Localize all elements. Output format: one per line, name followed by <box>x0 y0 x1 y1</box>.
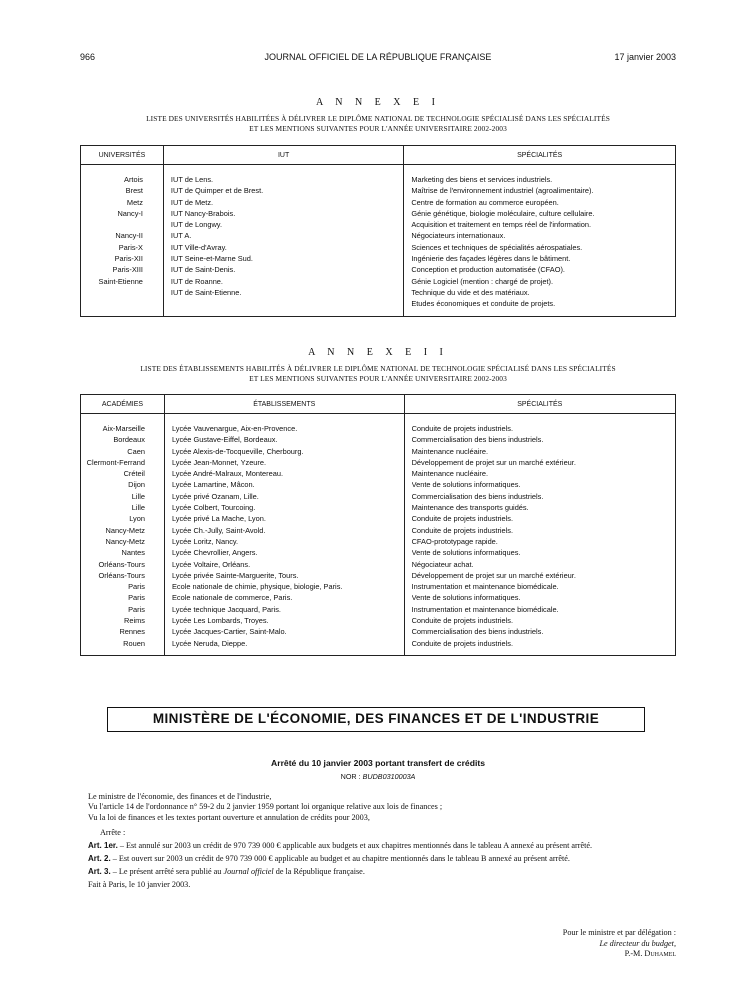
academie-entry: Rennes <box>119 627 145 637</box>
specialite-entry: Conception et production automatisée (CFAO). <box>411 265 565 275</box>
specialite-entry: Sciences et techniques de spécialités aérospatiales. <box>411 242 583 252</box>
nor-label: NOR : <box>340 772 361 781</box>
academie-entry: Paris <box>128 604 145 614</box>
article-2-label: Art. 2. <box>88 854 111 864</box>
intro-minister: Le ministre de l'économie, des finances et de l'industrie, <box>88 792 272 801</box>
page-number: 966 <box>80 52 96 62</box>
etablissement-entry: Lycée Gustave-Eiffel, Bordeaux. <box>171 435 278 445</box>
annex2-subtitle-line1: LISTE DES ÉTABLISSEMENTS HABILITÉS À DÉLIVRER LE DIPLÔME NATIONAL DE TECHNOLOGIE SPÉCIALISÉ DANS LES SPÉCIALITÉS <box>140 364 616 373</box>
signature-line-1: Pour le ministre et par délégation : <box>562 928 676 937</box>
specialite-entry: Instrumentation et maintenance biomédicale. <box>411 582 559 592</box>
annex1-header-iut: IUT <box>163 146 403 165</box>
specialite-entry: Conduite de projets industriels. <box>411 616 514 626</box>
iut-entry: IUT de Longwy. <box>170 220 222 230</box>
specialite-entry: Conduite de projets industriels. <box>411 525 514 535</box>
academie-entry: Rouen <box>123 638 145 648</box>
specialite-entry: Technique du vide et des matériaux. <box>411 287 530 297</box>
nor-code: BUDB0310003A <box>362 772 416 781</box>
iut-entry: IUT de Roanne. <box>170 276 223 286</box>
iut-entry: IUT Ville-d'Avray. <box>170 242 227 252</box>
specialite-entry: Marketing des biens et services industriels. <box>411 175 553 184</box>
annex2-etablissements-cell <box>164 414 404 656</box>
specialite-entry: Commercialisation des biens industriels. <box>411 491 544 501</box>
article-2 <box>80 854 676 864</box>
annex2-subtitle-line2: ET LES MENTIONS SUIVANTES POUR L'ANNÉE UNIVERSITAIRE 2002-2003 <box>249 374 507 383</box>
specialite-entry: Centre de formation au commerce européen. <box>411 197 559 207</box>
academie-entry: Lille <box>131 491 145 501</box>
arrete-title: Arrêté du 10 janvier 2003 portant transfert de crédits <box>271 758 485 768</box>
annex2-specialites-cell <box>404 414 675 656</box>
academie-entry: Créteil <box>123 469 145 479</box>
article-3-text-after: de la République française. <box>273 867 365 877</box>
annex2-academies-cell <box>81 414 165 656</box>
specialite-entry: Maintenance des transports guidés. <box>411 503 529 513</box>
universite-entry: Paris-X <box>118 242 143 252</box>
etablissement-entry: Lycée privée Sainte-Marguerite, Tours. <box>171 570 299 580</box>
annex1-iut-cell <box>163 165 403 317</box>
academie-entry: Paris <box>128 593 145 603</box>
specialite-entry: Maintenance nucléaire. <box>411 469 488 479</box>
annex1-subtitle <box>80 114 676 134</box>
specialite-entry: Ingénierie des façades légères dans le bâtiment. <box>411 254 571 264</box>
annex1-header-universites: UNIVERSITÉS <box>81 146 164 165</box>
annex2-header-row <box>81 395 676 414</box>
academie-entry: Lyon <box>129 514 145 524</box>
etablissement-entry: Lycée Colbert, Tourcoing. <box>171 503 256 513</box>
ministry-banner: MINISTÈRE DE L'ÉCONOMIE, DES FINANCES ET DE L'INDUSTRIE <box>107 707 645 732</box>
etablissement-entry: Lycée Neruda, Dieppe. <box>171 638 248 648</box>
academie-entry: Paris <box>128 582 145 592</box>
arrete-label: Arrête : <box>100 828 126 838</box>
signature-block <box>563 928 676 960</box>
signature-name: P.-M. Duhamel <box>624 949 676 959</box>
universite-entry: Paris-XIII <box>112 265 143 275</box>
annex1-header-specialites: SPÉCIALITÉS <box>404 146 676 165</box>
academie-entry: Lille <box>131 503 145 513</box>
etablissement-entry: Ecole nationale de chimie, physique, biologie, Paris. <box>171 582 343 592</box>
universite-entry: Metz <box>126 197 143 207</box>
article-3-journal: Journal officiel <box>223 867 274 877</box>
article-1-label: Art. 1er. <box>88 840 118 850</box>
annex2-header-academies: ACADÉMIES <box>81 395 165 414</box>
iut-entry <box>171 298 403 309</box>
annex1-subtitle-line2: ET LES MENTIONS SUIVANTES POUR L'ANNÉE UNIVERSITAIRE 2002-2003 <box>249 124 507 133</box>
iut-entry: IUT de Saint-Etienne. <box>170 287 242 297</box>
specialite-entry: Développement de projet sur un marché extérieur. <box>411 457 576 467</box>
iut-entry: IUT Seine-et-Marne Sud. <box>170 254 253 264</box>
specialite-entry: Maîtrise de l'environnement industriel (agroalimentaire). <box>411 186 594 196</box>
issue-date: 17 janvier 2003 <box>614 52 676 62</box>
iut-entry: IUT A. <box>170 231 192 241</box>
annex1-title: A N N E X E I <box>316 97 440 108</box>
universite-entry <box>81 298 143 309</box>
iut-entry: IUT de Quimper et de Brest. <box>170 186 264 196</box>
annex2-table <box>80 394 676 656</box>
etablissement-entry: Ecole nationale de commerce, Paris. <box>171 593 293 603</box>
academie-entry: Aix-Marseille <box>102 424 145 433</box>
academie-entry: Clermont-Ferrand <box>86 457 145 467</box>
specialite-entry: Vente de solutions informatiques. <box>411 548 521 558</box>
iut-entry: IUT de Saint-Denis. <box>170 265 236 275</box>
universite-entry: Saint-Etienne <box>98 276 143 286</box>
etablissement-entry: Lycée Alexis-de-Tocqueville, Cherbourg. <box>171 446 304 456</box>
specialite-entry: Vente de solutions informatiques. <box>411 593 521 603</box>
etablissement-entry: Lycée Ch.-Jully, Saint-Avold. <box>171 525 266 535</box>
academie-entry: Orléans-Tours <box>98 570 145 580</box>
academie-entry: Bordeaux <box>113 435 145 445</box>
etablissement-entry: Lycée Vauvenargue, Aix-en-Provence. <box>171 424 298 433</box>
nor-line <box>80 772 676 781</box>
specialite-entry: Conduite de projets industriels. <box>411 514 514 524</box>
iut-entry: IUT Nancy-Brabois. <box>170 208 236 218</box>
annex1-subtitle-line1: LISTE DES UNIVERSITÉS HABILITÉES À DÉLIVRER LE DIPLÔME NATIONAL DE TECHNOLOGIE SPÉCIALISÉ DANS LES SPÉCIALITÉS <box>146 114 610 123</box>
iut-entry: IUT de Lens. <box>170 175 214 184</box>
etablissement-entry: Lycée Voltaire, Orléans. <box>171 559 251 569</box>
specialite-entry: Maintenance nucléaire. <box>411 446 488 456</box>
specialite-entry: Instrumentation et maintenance biomédicale. <box>411 604 559 614</box>
specialite-entry: Commercialisation des biens industriels. <box>411 627 544 637</box>
arrete-body <box>80 792 676 890</box>
specialite-entry: Commercialisation des biens industriels. <box>411 435 544 445</box>
annex1-header-row <box>81 146 676 165</box>
specialite-entry: Génie génétique, biologie moléculaire, culture cellulaire. <box>411 208 595 218</box>
etablissement-entry: Lycée Lamartine, Mâcon. <box>171 480 255 490</box>
academie-entry: Nancy-Metz <box>105 525 145 535</box>
specialite-entry: Vente de solutions informatiques. <box>411 480 521 490</box>
academie-entry: Caen <box>127 446 145 456</box>
universite-entry <box>81 219 143 230</box>
article-2-text: – Est ouvert sur 2003 un crédit de 970 739 000 € applicable au budget et au chapitre mentionnés dans le tableau B annexé au présent arrêté. <box>110 854 570 864</box>
annex1-universites-cell <box>81 165 164 317</box>
academie-entry: Dijon <box>128 480 145 490</box>
etablissement-entry: Lycée Chevrollier, Angers. <box>171 548 258 558</box>
specialite-entry: Conduite de projets industriels. <box>411 424 514 433</box>
etablissement-entry: Lycée Loritz, Nancy. <box>171 536 239 546</box>
etablissement-entry: Lycée Jacques-Cartier, Saint-Malo. <box>171 627 287 637</box>
running-head <box>80 52 676 66</box>
etablissement-entry: Lycée technique Jacquard, Paris. <box>171 604 281 614</box>
annex2-body-row <box>81 414 676 656</box>
article-3-label: Art. 3. <box>88 867 111 877</box>
universite-entry <box>81 287 143 298</box>
academie-entry: Nancy-Metz <box>105 536 145 546</box>
specialite-entry: CFAO-prototypage rapide. <box>411 536 498 546</box>
annex2-header-specialites: SPÉCIALITÉS <box>404 395 675 414</box>
specialite-entry: Développement de projet sur un marché extérieur. <box>411 570 576 580</box>
etablissement-entry: Lycée Jean-Monnet, Yzeure. <box>171 457 267 467</box>
intro-vu-loi: Vu la loi de finances et les textes portant ouverture et annulation de crédits pour 2003, <box>88 812 370 822</box>
universite-entry: Nancy-II <box>115 231 143 241</box>
specialite-entry: Acquisition et traitement en temps réel de l'information. <box>411 220 592 230</box>
etablissement-entry: Lycée Les Lombards, Troyes. <box>171 616 269 626</box>
signature-line-2: Le directeur du budget, <box>599 938 676 948</box>
annex1-specialites-cell <box>404 165 676 317</box>
intro-vu-ordonnance: Vu l'article 14 de l'ordonnance n° 59-2 du 2 janvier 1959 portant loi organique relative aux lois de finances ; <box>88 802 443 812</box>
annex1-table <box>80 145 676 317</box>
article-3-text-before: – Le présent arrêté sera publié au <box>110 867 224 877</box>
universite-entry: Nancy-I <box>117 208 143 218</box>
universite-entry: Artois <box>124 175 143 184</box>
academie-entry: Reims <box>124 616 145 626</box>
specialite-entry: Génie Logiciel (mention : chargé de projet). <box>411 276 554 286</box>
universite-entry: Brest <box>125 186 143 196</box>
specialite-entry: Etudes économiques et conduite de projets. <box>411 299 556 309</box>
specialite-entry: Conduite de projets industriels. <box>411 638 514 648</box>
specialite-entry: Négociateur achat. <box>411 559 474 569</box>
academie-entry: Orléans-Tours <box>98 559 145 569</box>
article-1-text: – Est annulé sur 2003 un crédit de 970 739 000 € applicable aux budgets et aux chapitres mentionnés dans le tableau A annexé au présent arrêté. <box>117 840 593 850</box>
annex2-subtitle <box>80 364 676 384</box>
annex2-title: A N N E X E I I <box>308 347 448 358</box>
etablissement-entry: Lycée André-Malraux, Montereau. <box>171 469 284 479</box>
specialite-entry: Négociateurs internationaux. <box>411 231 506 241</box>
fait-a-paris: Fait à Paris, le 10 janvier 2003. <box>88 879 191 889</box>
iut-entry: IUT de Metz. <box>170 197 214 207</box>
academie-entry: Nantes <box>121 548 145 558</box>
etablissement-entry: Lycée privé Ozanam, Lille. <box>171 491 259 501</box>
etablissement-entry: Lycée privé La Mache, Lyon. <box>171 514 266 524</box>
article-1 <box>80 841 676 851</box>
annex1-body-row <box>81 165 676 317</box>
article-3 <box>80 867 676 877</box>
journal-title: JOURNAL OFFICIEL DE LA RÉPUBLIQUE FRANÇAISE <box>264 52 492 62</box>
universite-entry: Paris-XII <box>114 254 143 264</box>
annex2-header-etablissements: ÉTABLISSEMENTS <box>164 395 404 414</box>
